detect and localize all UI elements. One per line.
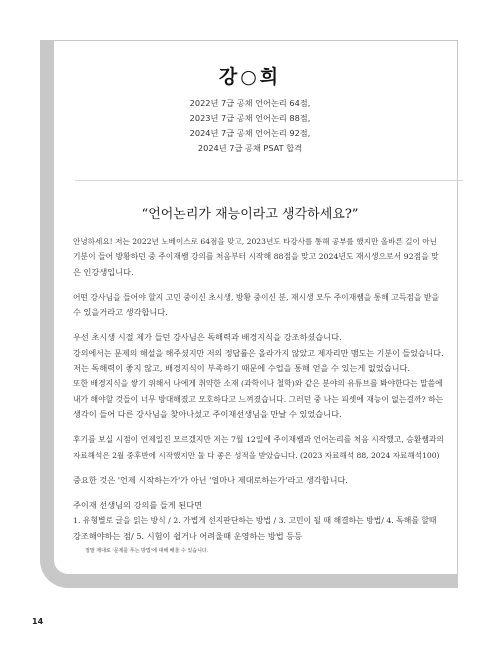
paragraph bbox=[73, 473, 445, 488]
reviewer-name: 강○희 bbox=[218, 66, 282, 88]
credential-line: 2024년 7급 공채 언어논리 92점, bbox=[189, 128, 311, 138]
text-line: 저는 독해력이 좋지 않고, 배경지식이 부족하기 때문에 수업을 통해 얻을 수 있는게 없었습니다. bbox=[73, 363, 410, 374]
text-line: 강의에서는 문제의 해설을 해주셨지만 저의 정답률은 올라가지 않았고 제자리만 맴도는 기분이 들었습니다. bbox=[73, 348, 444, 358]
paragraph bbox=[73, 432, 445, 463]
paragraph bbox=[73, 498, 445, 559]
page-number: 14 bbox=[32, 617, 44, 626]
text-line: 어떤 강사님을 들어야 할지 고민 중이신 초시생, 방황 중이신 분, 재시생 모두 주이재쌤을 통해 고득점을 받을 bbox=[73, 292, 439, 302]
text-line: 주이재 선생님의 강의를 들게 된다면 bbox=[73, 500, 203, 511]
credential-line: 2022년 7급 공채 언어논리 64점, bbox=[189, 98, 311, 108]
text-line: 생각이 들어 다른 강사님을 찾아나섰고 주이재선생님을 만날 수 있었습니다. bbox=[73, 408, 342, 419]
paragraph bbox=[73, 234, 445, 280]
paragraph bbox=[73, 330, 445, 422]
text-line: 중요한 것은 '언제 시작하는가'가 아닌 '얼마나 제대로하는가'라고 생각합니다. bbox=[73, 474, 349, 485]
paragraph bbox=[73, 290, 445, 321]
text-line: 또한 배경지식을 쌓기 위해서 나에게 취약한 소재 (과학이나 철학)와 같은 분야의 유튜브를 봐야한다는 말씀에 bbox=[73, 379, 443, 389]
text-line: 강조해야하는 점/ 5. 시험이 쉽거나 어려울때 운영하는 방법 등등 bbox=[73, 530, 303, 541]
text-line: 우선 초시생 시절 제가 들던 강사님은 독해력과 배경지식을 강조하셨습니다. bbox=[73, 332, 342, 343]
text-line: 후기를 보실 시점이 언제일진 모르겠지만 저는 7월 12일에 주이재쌤과 언어논리를 처음 시작했고, 승환쌤과의 bbox=[73, 435, 444, 445]
text-line: 기분이 들어 방황하던 중 주이재쌤 강의를 처음부터 시작해 88점을 맞고 2024년도 재시생으로서 92점을 맞 bbox=[73, 252, 439, 262]
text-line: 1. 유형별로 글을 읽는 방식 / 2. 가볍게 선지판단하는 방법 / 3. 고민이 될 때 해결하는 방법/ 4. 독해를 할때 bbox=[73, 516, 437, 526]
quote-heading: “언어논리가 재능이라고 생각하세요?” bbox=[141, 207, 359, 222]
text-line: 내가 해야할 것들이 너무 방대해졌고 모호하다고 느껴졌습니다. 그러던 중 나는 피셋에 재능이 없는걸까? 하는 bbox=[73, 394, 444, 404]
text-line: 정말 제대로 '문제를 푸는 방법'에 대해 배울 수 있습니다. bbox=[85, 548, 209, 555]
text-line: 안녕하세요! 저는 2022년 노베이스로 64점을 맞고, 2023년도 타강사를 통해 공부를 했지만 올바른 길이 아닌 bbox=[73, 237, 437, 246]
text-line: 수 있을거라고 생각합니다. bbox=[73, 307, 168, 318]
credential-line: 2024년 7급 공채 PSAT 합격 bbox=[197, 143, 303, 153]
credential-line: 2023년 7급 공채 언어논리 88점, bbox=[189, 113, 311, 123]
section-divider bbox=[75, 180, 463, 181]
review-body bbox=[73, 234, 445, 569]
credentials-list bbox=[0, 96, 500, 156]
text-line: 자료해석은 2월 중후반에 시작했지만 둘 다 좋은 성적을 받았습니다. (2023 자료해석 88, 2024 자료해석100) bbox=[73, 450, 440, 460]
text-line: 은 인강생입니다. bbox=[73, 266, 134, 277]
